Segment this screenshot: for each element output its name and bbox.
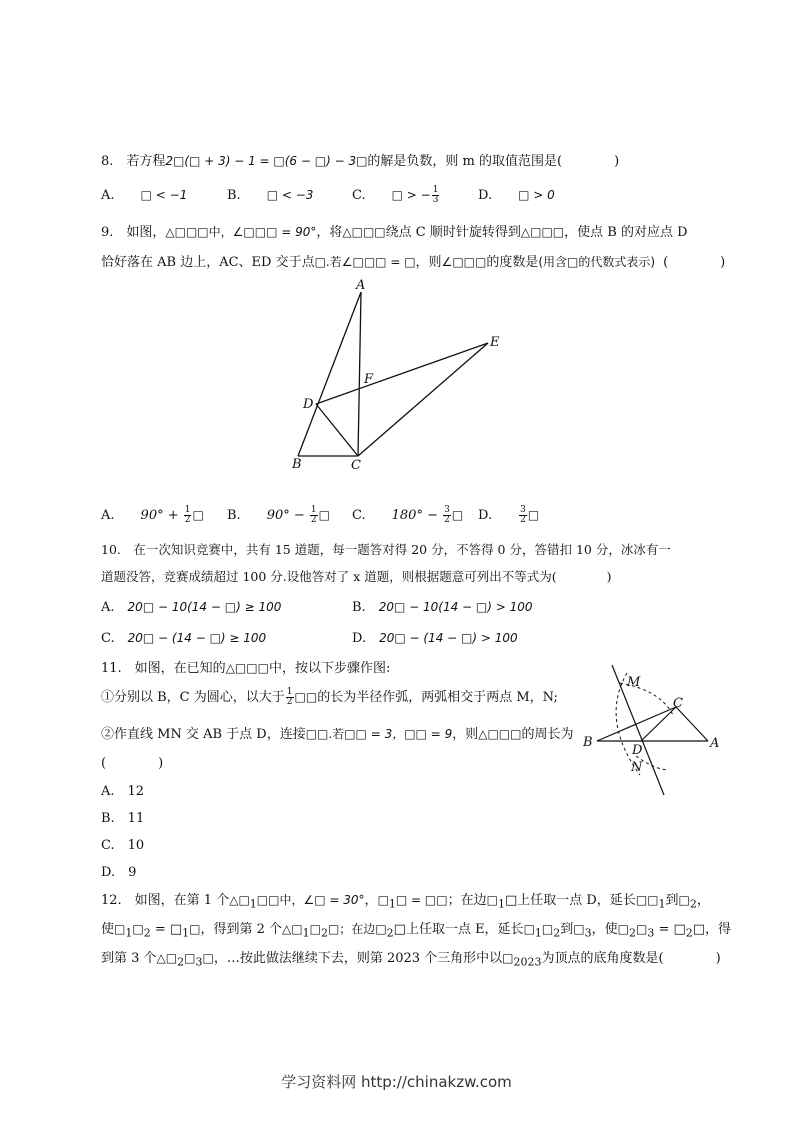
q11-option-b: B. 11: [101, 811, 145, 826]
footer-watermark: 学习资料网 http://chinakzw.com: [281, 1073, 512, 1091]
q8-option-b: B. □ < −3: [227, 188, 314, 203]
q10-option-d: D. 20□ − (14 − □) > 100: [352, 631, 518, 646]
q9-option-c: C. 180° − $\frac{3}{2}$ □: [352, 505, 464, 525]
q9-stem-line2: 恰好落在 AB 边上，AC、ED 交于点□.若∠□□□ = □，则∠□□□的度数是(用含□的代数式表示) ( ): [101, 255, 726, 270]
q11-label-d: D: [632, 743, 643, 758]
q11-stem-line4: ( ): [101, 756, 164, 771]
q11-seg-ca: [676, 707, 708, 741]
q11-label-b: B: [583, 735, 593, 750]
q9-option-d: D. $\frac{3}{2}$ □: [478, 505, 540, 525]
q11-label-n: N: [631, 760, 643, 775]
q9-stem-line1: 9. 如图，△□□□中，∠□□□ = 90°，将△□□□绕点 C 顺时针旋转得到△□□□，使点 B 的对应点 D: [101, 225, 688, 240]
q11-label-a: A: [710, 736, 720, 751]
q8-option-c: C. □ > − $\frac{1}{3}$: [352, 185, 439, 205]
q12-stem-line1: 12. 如图，在第 1 个$\triangle□_1□□$中，∠□ = 30°，$□_1□$ = □□；在边$□_1□$上任取一点 D，延长$□□_1$到$□_2$，: [101, 893, 710, 911]
q11-stem-line3: ②作直线 MN 交 AB 于点 D，连接□□.若□□ = 3，□□ = 9，则△□□□的周长为: [101, 727, 574, 742]
q11-label-m: M: [627, 675, 641, 690]
q10-stem-line2: 道题没答，竞赛成绩超过 100 分.设他答对了 x 道题，则根据题意可列出不等式为( ): [101, 569, 612, 584]
q10-option-a: A. 20□ − 10(14 − □) ≥ 100: [101, 600, 282, 615]
q9-label-b: B: [292, 457, 302, 472]
q10-option-c: C. 20□ − (14 − □) ≥ 100: [101, 631, 267, 646]
q11-option-a: A. 12: [101, 784, 145, 799]
q10-option-b: B. 20□ − 10(14 − □) > 100: [352, 600, 533, 615]
q11-seg-bc: [597, 707, 676, 741]
q8-suffix: 的解是负数，则 m 的取值范围是( ): [367, 154, 620, 169]
q9-label-e: E: [490, 335, 500, 350]
q12-stem-line2: 使$□_1□_2$ = $□_1□$，得到第 2 个$\triangle□_1□_2□$；在边$□_2□$上任取一点 E，延长$□_1□_2$到$□_3$，使$□_2□_3$ = $□_2□$，得: [101, 922, 732, 940]
q8-c-fraction: $\frac{1}{3}$: [432, 185, 439, 205]
q11-seg-dc: [641, 707, 676, 741]
q11-stem-line2: ①分别以 B，C 为圆心，以大于 $\frac{1}{2}$ □□的长为半径作弧，两弧相交于两点 M，N;: [101, 687, 558, 707]
q8-option-d: D. □ > 0: [478, 188, 555, 203]
q12-stem-line3: 到第 3 个$\triangle□_2□_3□$，…按此做法继续下去，则第 2023 个三角形中以$□_{2023}$为顶点的底角度数是( ): [101, 951, 721, 969]
q9-label-c: C: [351, 458, 361, 473]
q9-option-b: B. 90° − $\frac{1}{2}$ □: [227, 505, 330, 525]
q9-label-f: F: [364, 372, 374, 387]
q8-prefix: 8. 若方程: [101, 154, 166, 169]
q9-label-d: D: [303, 397, 314, 412]
q10-stem-line1: 10. 在一次知识竞赛中，共有 15 道题，每一题答对得 20 分，不答得 0 分，答错扣 10 分，冰冰有一: [101, 542, 671, 557]
q9-label-a: A: [356, 278, 366, 293]
q9-option-a: A. 90° + $\frac{1}{2}$ □: [101, 505, 204, 525]
q11-option-d: D. 9: [101, 865, 137, 880]
q11-option-c: C. 10: [101, 838, 145, 853]
q8-equation: 2□(□ + 3) − 1 = □(6 − □) − 3□: [165, 154, 368, 168]
q8-option-a: A. □ < −1: [101, 188, 188, 203]
q11-stem-line1: 11. 如图，在已知的△□□□中，按以下步骤作图:: [101, 661, 391, 676]
q11-label-c: C: [673, 696, 683, 711]
